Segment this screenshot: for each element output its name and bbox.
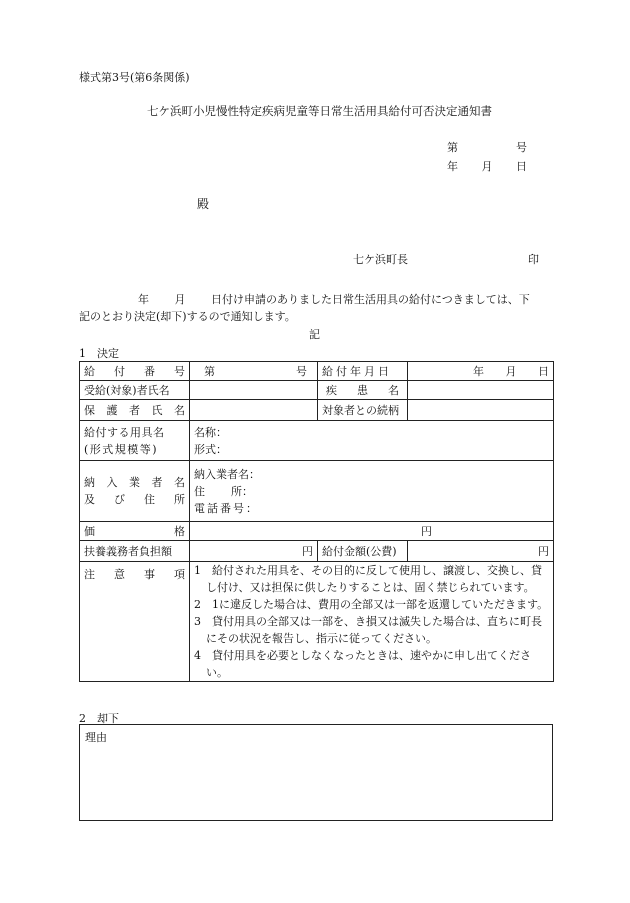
recipient-value-cell [190, 381, 318, 400]
date-year: 年 [447, 160, 458, 173]
vendor-phone-label: 電話番号： [194, 501, 259, 515]
table-row [80, 400, 554, 421]
date-day: 日 [516, 160, 527, 173]
disease-value-cell [408, 381, 554, 400]
intro-text: 日付け申請のありました日常生活用具の給付につきましては、下 [211, 293, 530, 306]
relation-label-cell: 対象者との続柄 [318, 400, 408, 421]
table-row [80, 522, 554, 541]
kyufu-date-label-cell: 給付年月日 [318, 362, 408, 381]
document-title: 七ケ浜町小児慢性特定疾病児童等日常生活用具給付可否決定通知書 [147, 104, 492, 118]
addressee-suffix: 殿 [197, 197, 210, 211]
doc-no-go: 号 [516, 141, 527, 154]
price-value-cell: 円 [190, 522, 554, 541]
notes-value-cell [190, 562, 554, 682]
section-1-heading: 1 決定 [79, 347, 119, 360]
note-4: 4 貸付用具を必要としなくなったときは、速やかに申し出てください。 [194, 649, 531, 679]
vendor-label-cell: 納 入 業 者 名 及 び 住 所 [80, 461, 190, 522]
document-number [447, 139, 527, 155]
note-3: 3 貸付用具の全部又は一部を、き損又は滅失した場合は、直ちに町長にその状況を報告し、指示に従ってください。 [194, 615, 542, 645]
kyufu-date-value-cell: 年 月 日 [408, 362, 554, 381]
burden-value-cell: 円 [190, 541, 318, 562]
reason-label: 理由 [85, 731, 107, 744]
item-name-label: 名称： [194, 425, 227, 439]
ki-label: 記 [309, 328, 320, 341]
date-month: 月 [481, 160, 493, 173]
rejection-reason-box [79, 724, 553, 821]
table-row [80, 381, 554, 400]
vendor-value-cell [190, 461, 554, 522]
guardian-label-cell: 保 護 者 氏 名 [80, 400, 190, 421]
kyufu-bango-label-cell: 給 付 番 号 [80, 362, 190, 381]
item-format-label: 形式： [194, 442, 227, 456]
intro-year: 年 [138, 293, 149, 306]
notes-label-cell: 注 意 事 項 [80, 562, 190, 682]
burden-label-cell: 扶養義務者負担額 [80, 541, 190, 562]
kyufu-bango-go: 号 [296, 364, 307, 378]
public-amount-label-cell: 給付金額(公費) [318, 541, 408, 562]
decision-table [79, 361, 554, 682]
recipient-label-cell: 受給(対象)者氏名 [80, 381, 190, 400]
table-row [80, 421, 554, 461]
intro-month: 月 [174, 293, 186, 306]
vendor-address-label: 住 所： [194, 484, 253, 498]
disease-label-cell: 疾 患 名 [318, 381, 408, 400]
guardian-value-cell [190, 400, 318, 421]
section-2-heading: 2 却下 [79, 712, 119, 725]
kyufu-bango-value-cell [190, 362, 318, 381]
item-label-cell: 給付する用具名 (形式規模等) [80, 421, 190, 461]
intro-line-2: 記のとおり決定(却下)するので通知します。 [79, 310, 296, 323]
vendor-name-label: 納入業者名： [194, 467, 260, 481]
kyufu-bango-dai: 第 [204, 364, 215, 378]
table-row [80, 562, 554, 682]
intro-line-1 [79, 291, 553, 307]
issuer-name: 七ケ浜町長 [353, 253, 408, 266]
table-row [80, 541, 554, 562]
note-2: 2 1に違反した場合は、費用の全部又は一部を返還していただきます。 [194, 598, 549, 611]
note-1: 1 給付された用具を、その目的に反して使用し、譲渡し、交換し、貸し付け、又は担保に供したりすることは、固く禁じられています。 [194, 564, 542, 594]
seal-mark: 印 [528, 253, 539, 266]
price-label-cell: 価 格 [80, 522, 190, 541]
relation-value-cell [408, 400, 554, 421]
doc-no-dai: 第 [447, 141, 458, 154]
item-value-cell [190, 421, 554, 461]
table-row [80, 362, 554, 381]
public-amount-value-cell: 円 [408, 541, 554, 562]
table-row [80, 461, 554, 522]
form-number-label: 様式第3号(第6条関係) [79, 71, 190, 84]
document-date [447, 158, 527, 174]
